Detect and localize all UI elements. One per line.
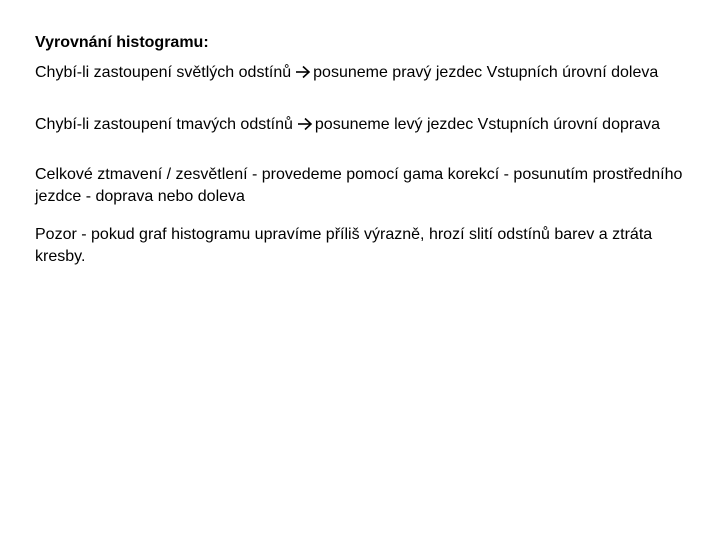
paragraph-text: Chybí-li zastoupení tmavých odstínů (35, 116, 293, 133)
paragraph-text: Chybí-li zastoupení světlých odstínů (35, 64, 292, 81)
paragraph-warning: Pozor - pokud graf histogramu upravíme příliš výrazně, hrozí slití odstínů barev a ztráta kresby. (35, 226, 653, 265)
paragraph-light-tones (35, 62, 685, 84)
arrow-right-icon (295, 65, 311, 79)
paragraph-text: posuneme pravý jezdec Vstupních úrovní doleva (313, 64, 659, 81)
slide-heading: Vyrovnání histogramu: (35, 34, 209, 51)
paragraph-dark-tones (35, 114, 685, 136)
paragraph-gamma-correction: Celkové ztmavení / zesvětlení - provedeme pomocí gama korekcí - posunutím prostředního jezdce - doprava nebo doleva (35, 166, 683, 205)
arrow-right-icon (297, 117, 313, 131)
paragraph-text: posuneme levý jezdec Vstupních úrovní doprava (314, 116, 660, 133)
slide-content (35, 0, 685, 540)
